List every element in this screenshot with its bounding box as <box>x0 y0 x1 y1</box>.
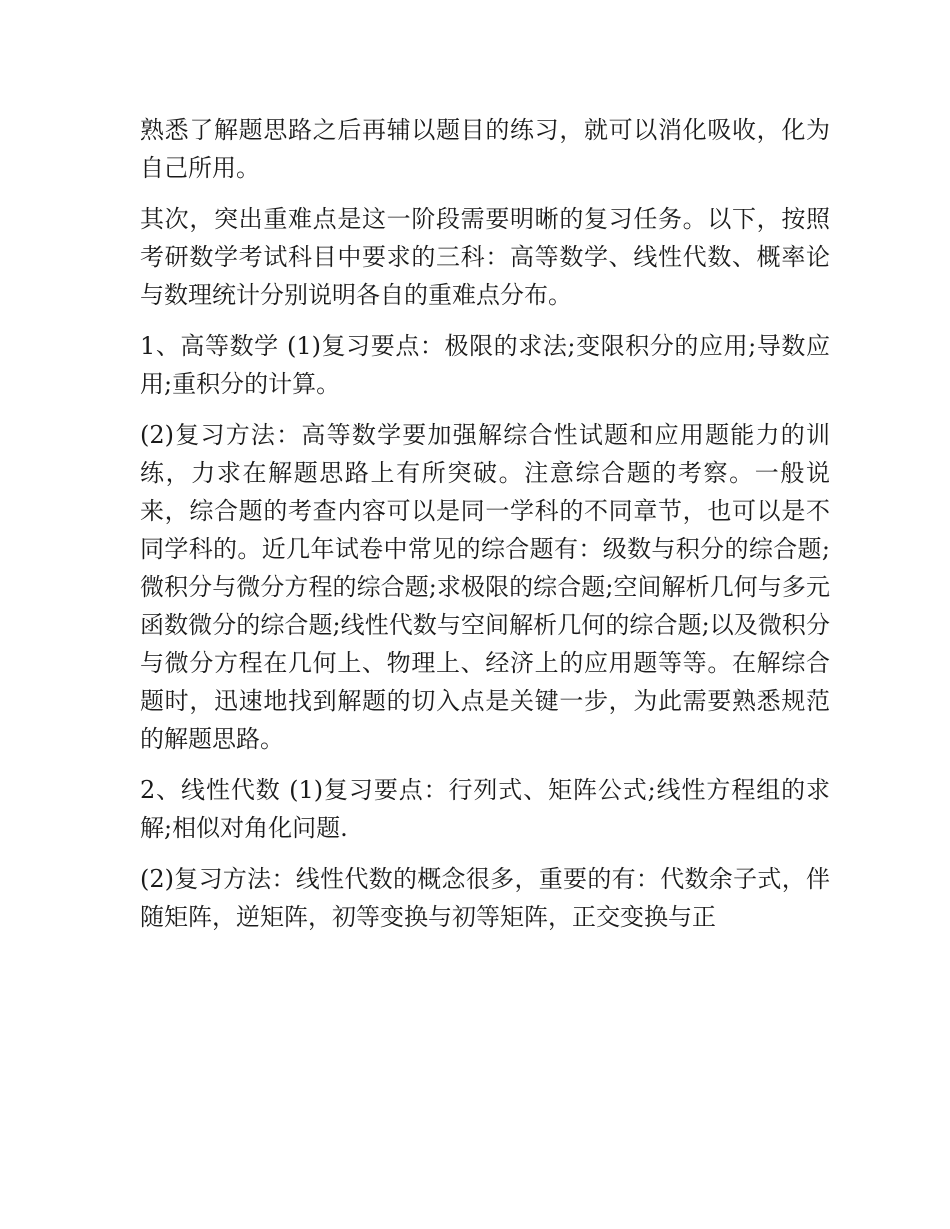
paragraph-key-points-overview: 其次，突出重难点是这一阶段需要明晰的复习任务。以下，按照考研数学考试科目中要求的三科：高等数学、线性代数、概率论与数理统计分别说明各自的重难点分布。 <box>140 205 830 309</box>
paragraph-intro-continuation: 熟悉了解题思路之后再辅以题目的练习，就可以消化吸收，化为自己所用。 <box>140 116 830 182</box>
paragraph-linear-algebra-points: 2、线性代数 (1)复习要点：行列式、矩阵公式;线性方程组的求解;相似对角化问题. <box>140 776 830 842</box>
document-body <box>140 111 830 949</box>
paragraph-advanced-math-method: (2)复习方法：高等数学要加强解综合性试题和应用题能力的训练，力求在解题思路上有所突破。注意综合题的考察。一般说来，综合题的考查内容可以是同一学科的不同章节，也可以是不同学科的。近几年试卷中常见的综合题有：级数与积分的综合题;微积分与微分方程的综合题;求极限的综合题;空间解析几何与多元函数微分的综合题;线性代数与空间解析几何的综合题;以及微积分与微分方程在几何上、物理上、经济上的应用题等等。在解综合题时，迅速地找到解题的切入点是关键一步，为此需要熟悉规范的解题思路。 <box>140 421 830 753</box>
paragraph-linear-algebra-method: (2)复习方法：线性代数的概念很多，重要的有：代数余子式，伴随矩阵，逆矩阵，初等变换与初等矩阵，正交变换与正 <box>140 865 830 931</box>
paragraph-advanced-math-points: 1、高等数学 (1)复习要点：极限的求法;变限积分的应用;导数应用;重积分的计算。 <box>140 332 830 398</box>
